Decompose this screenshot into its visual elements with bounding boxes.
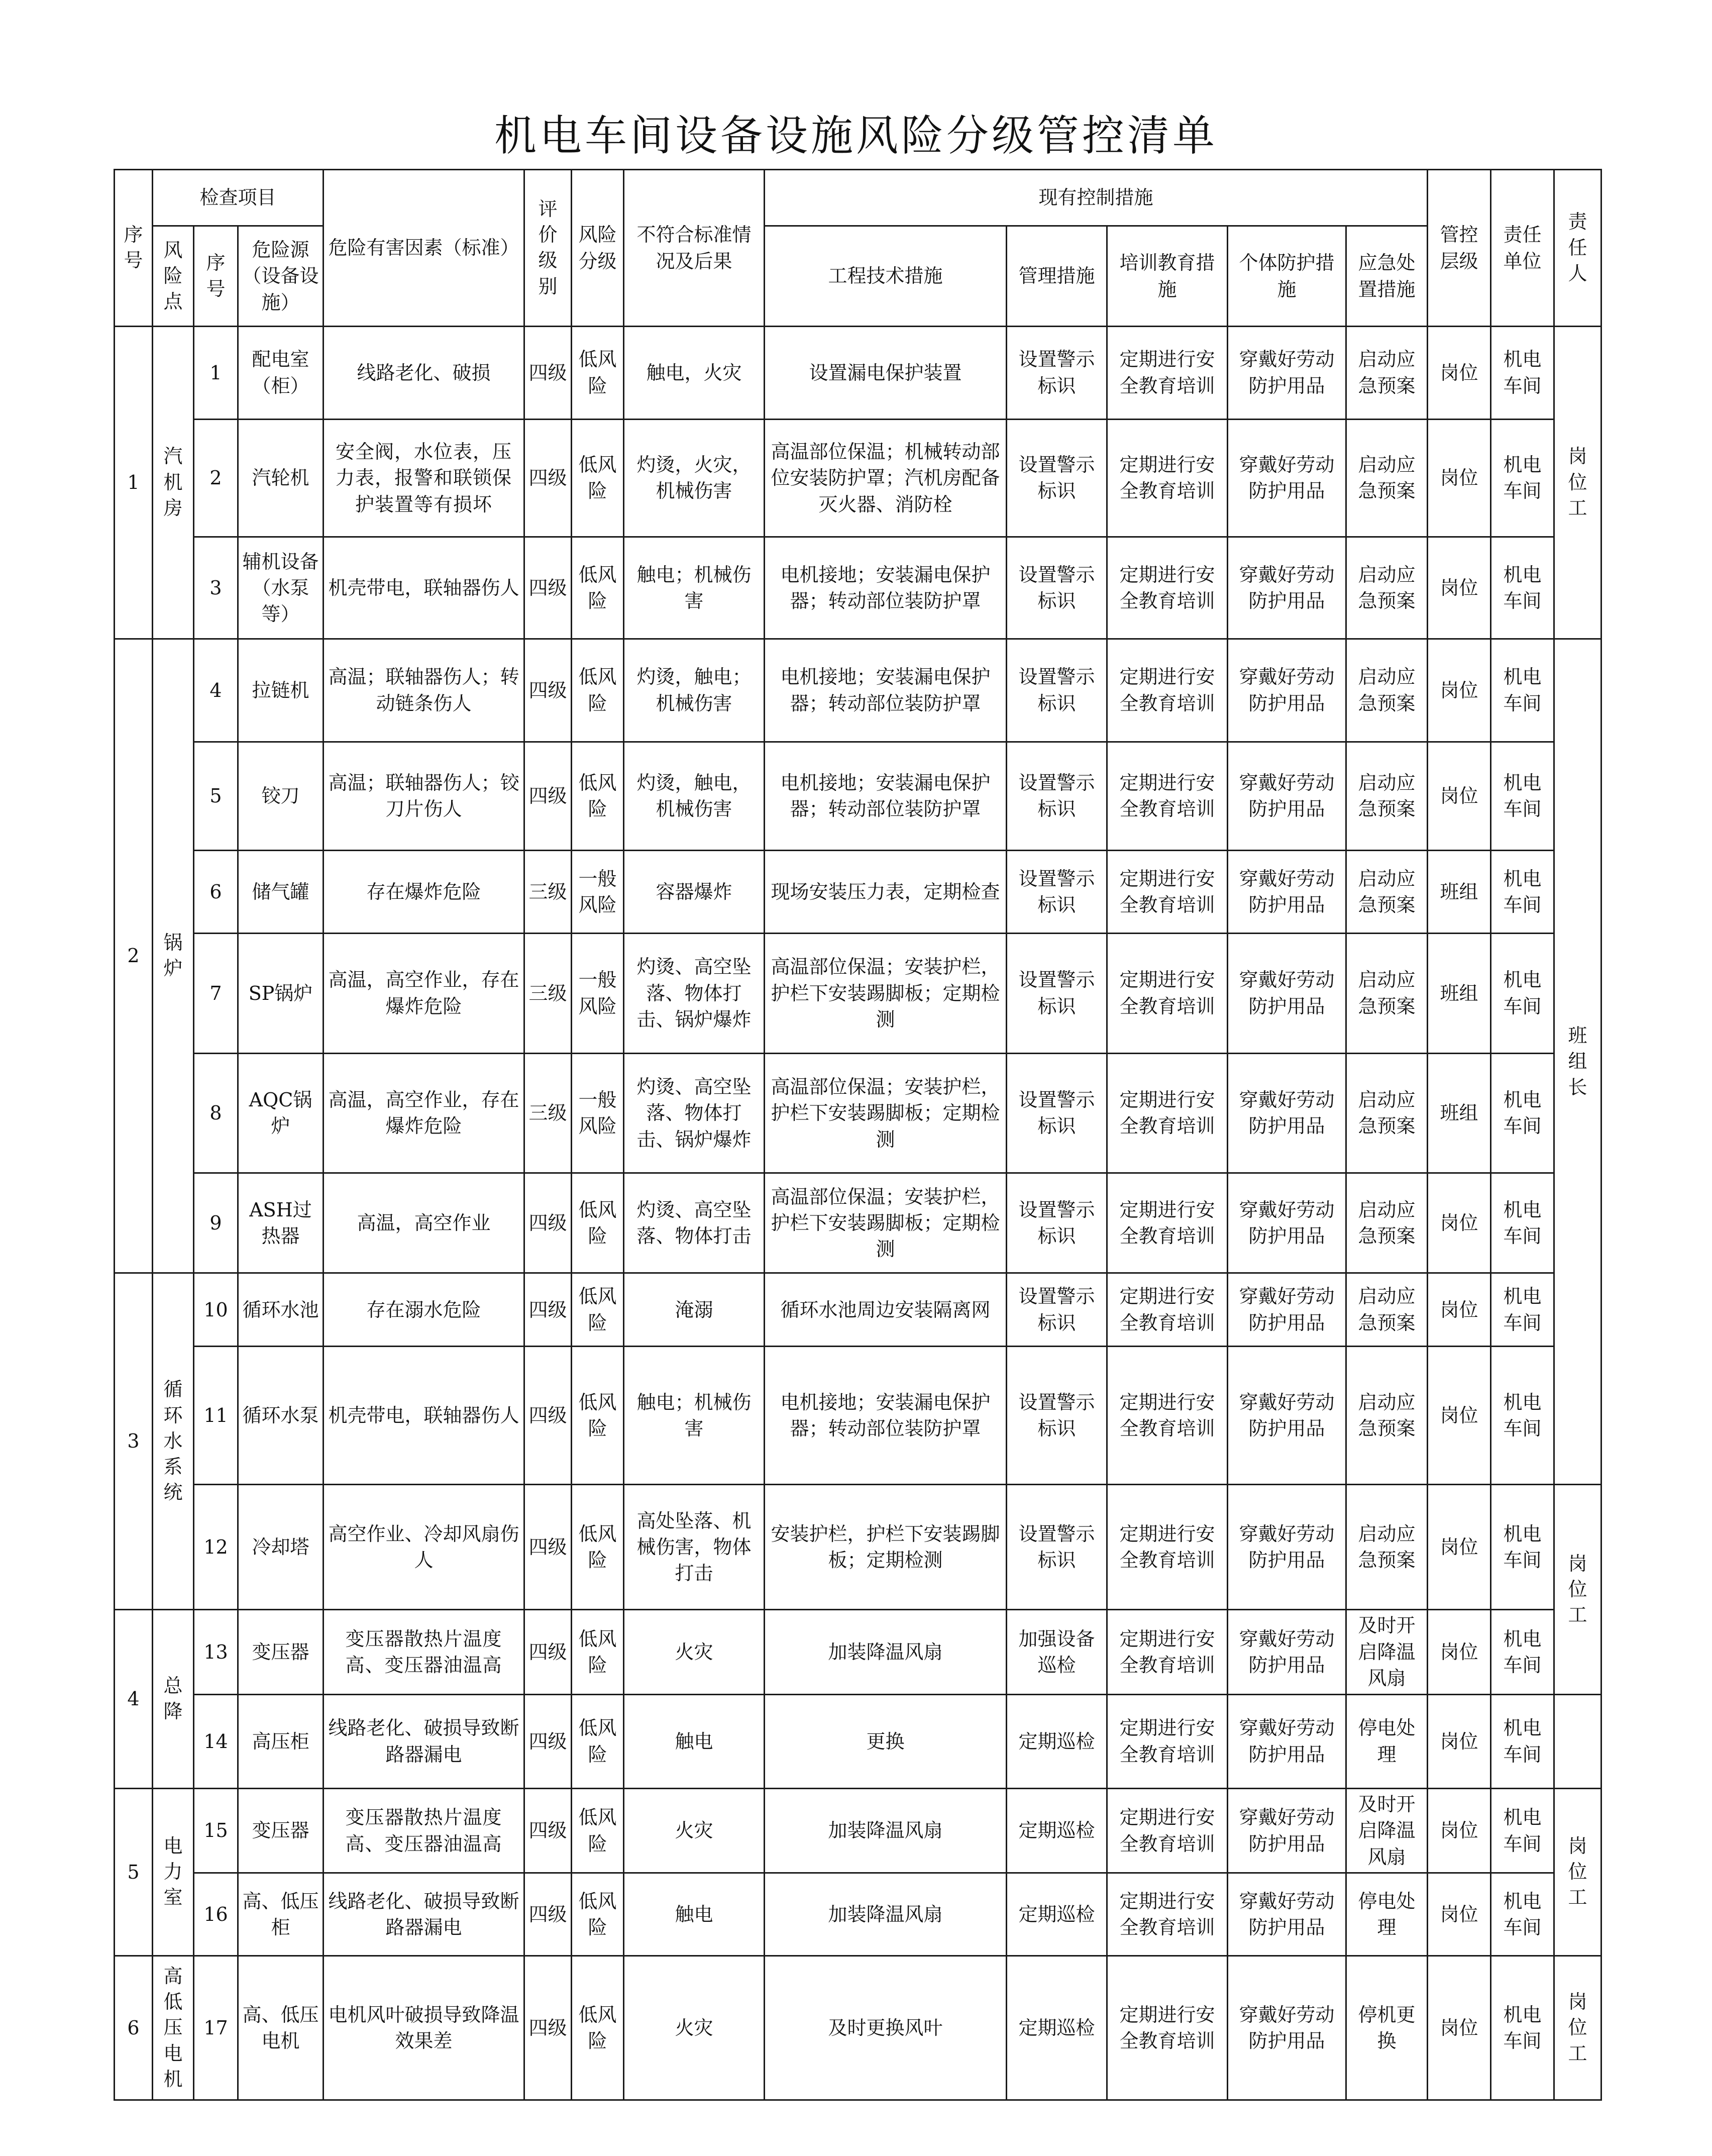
header-eval-level: 评价级别 xyxy=(524,170,572,327)
training-measure: 定期进行安全教育培训 xyxy=(1107,639,1228,742)
row-number: 13 xyxy=(194,1610,238,1695)
management-measure: 设置警示标识 xyxy=(1007,1347,1107,1485)
hazard-factor: 高温，高空作业，存在爆炸危险 xyxy=(324,933,524,1053)
ppe-measure: 穿戴好劳动防护用品 xyxy=(1228,1956,1346,2100)
group-risk-point xyxy=(153,639,194,1273)
group-seq: 4 xyxy=(115,1610,153,1788)
table-row xyxy=(115,639,1601,742)
risk-point-label: 汽机房 xyxy=(163,445,183,520)
control-level: 岗位 xyxy=(1428,639,1491,742)
hazard-factor: 存在溺水危险 xyxy=(324,1273,524,1347)
responsible-person-label: 岗位工 xyxy=(1568,1990,1587,2065)
control-level: 岗位 xyxy=(1428,537,1491,639)
risk-grade: 一般风险 xyxy=(572,851,624,934)
risk-grade: 低风险 xyxy=(572,1956,624,2100)
header-risk-point: 风险点 xyxy=(153,226,194,327)
management-measure: 设置警示标识 xyxy=(1007,933,1107,1053)
training-measure: 定期进行安全教育培训 xyxy=(1107,1485,1228,1610)
responsible-unit: 机电车间 xyxy=(1491,1610,1554,1695)
hazard-factor: 电机风叶破损导致降温效果差 xyxy=(324,1956,524,2100)
table-row xyxy=(115,933,1601,1053)
risk-grade: 低风险 xyxy=(572,1788,624,1873)
table-row xyxy=(115,1273,1601,1347)
table-body xyxy=(115,327,1601,2100)
row-number: 1 xyxy=(194,327,238,420)
hazard-factor: 机壳带电，联轴器伤人 xyxy=(324,537,524,639)
responsible-unit: 机电车间 xyxy=(1491,537,1554,639)
hazard-factor: 线路老化、破损导致断路器漏电 xyxy=(324,1694,524,1788)
emergency-measure: 及时开启降温风扇 xyxy=(1346,1788,1428,1873)
management-measure: 加强设备巡检 xyxy=(1007,1610,1107,1695)
row-number: 6 xyxy=(194,851,238,934)
table-row xyxy=(115,419,1601,537)
ppe-measure: 穿戴好劳动防护用品 xyxy=(1228,419,1346,537)
consequence: 触电 xyxy=(624,1694,765,1788)
responsible-unit: 机电车间 xyxy=(1491,1485,1554,1610)
responsible-person-label: 岗位工 xyxy=(1568,1834,1587,1909)
hazard-source: 汽轮机 xyxy=(238,419,324,537)
ppe-measure: 穿戴好劳动防护用品 xyxy=(1228,1173,1346,1273)
consequence: 灼烫、高空坠落、物体打击、锅炉爆炸 xyxy=(624,933,765,1053)
training-measure: 定期进行安全教育培训 xyxy=(1107,1788,1228,1873)
hazard-source: ASH过热器 xyxy=(238,1173,324,1273)
group-risk-point xyxy=(153,1273,194,1610)
header-risk-grade: 风险分级 xyxy=(572,170,624,327)
table-row xyxy=(115,1485,1601,1610)
row-number: 16 xyxy=(194,1873,238,1956)
responsible-unit: 机电车间 xyxy=(1491,1347,1554,1485)
hazard-source: 配电室（柜） xyxy=(238,327,324,420)
table-row xyxy=(115,537,1601,639)
hazard-source: 冷却塔 xyxy=(238,1485,324,1610)
engineering-measure: 电机接地；安装漏电保护器；转动部位装防护罩 xyxy=(765,639,1007,742)
responsible-unit: 机电车间 xyxy=(1491,1053,1554,1173)
engineering-measure: 加装降温风扇 xyxy=(765,1788,1007,1873)
responsible-person xyxy=(1554,1788,1601,1956)
table-row xyxy=(115,1873,1601,1956)
emergency-measure: 启动应急预案 xyxy=(1346,1485,1428,1610)
risk-grade: 低风险 xyxy=(572,639,624,742)
management-measure: 定期巡检 xyxy=(1007,1694,1107,1788)
ppe-measure: 穿戴好劳动防护用品 xyxy=(1228,933,1346,1053)
control-level: 岗位 xyxy=(1428,1273,1491,1347)
ppe-measure: 穿戴好劳动防护用品 xyxy=(1228,1273,1346,1347)
control-level: 岗位 xyxy=(1428,1173,1491,1273)
emergency-measure: 启动应急预案 xyxy=(1346,639,1428,742)
row-number: 17 xyxy=(194,1956,238,2100)
engineering-measure: 电机接地；安装漏电保护器；转动部位装防护罩 xyxy=(765,1347,1007,1485)
risk-point-label: 高低压电机 xyxy=(163,1965,183,2090)
ppe-measure: 穿戴好劳动防护用品 xyxy=(1228,1788,1346,1873)
consequence: 灼烫，触电，机械伤害 xyxy=(624,742,765,851)
header-row xyxy=(115,170,1601,226)
hazard-factor: 存在爆炸危险 xyxy=(324,851,524,934)
row-number: 7 xyxy=(194,933,238,1053)
emergency-measure: 启动应急预案 xyxy=(1346,327,1428,420)
group-seq: 5 xyxy=(115,1788,153,1956)
hazard-factor: 高温，高空作业 xyxy=(324,1173,524,1273)
responsible-person xyxy=(1554,1485,1601,1695)
hazard-source: 变压器 xyxy=(238,1610,324,1695)
risk-grade: 低风险 xyxy=(572,1610,624,1695)
control-level: 班组 xyxy=(1428,1053,1491,1173)
hazard-factor: 机壳带电，联轴器伤人 xyxy=(324,1347,524,1485)
ppe-measure: 穿戴好劳动防护用品 xyxy=(1228,1873,1346,1956)
training-measure: 定期进行安全教育培训 xyxy=(1107,1610,1228,1695)
header-current-controls: 现有控制措施 xyxy=(765,170,1428,226)
row-number: 14 xyxy=(194,1694,238,1788)
responsible-unit: 机电车间 xyxy=(1491,1694,1554,1788)
emergency-measure: 停电处理 xyxy=(1346,1694,1428,1788)
table-row xyxy=(115,327,1601,420)
management-measure: 定期巡检 xyxy=(1007,1873,1107,1956)
responsible-unit: 机电车间 xyxy=(1491,1873,1554,1956)
eval-level: 四级 xyxy=(524,1347,572,1485)
emergency-measure: 及时开启降温风扇 xyxy=(1346,1610,1428,1695)
header-hazard-factor: 危险有害因素（标准） xyxy=(324,170,524,327)
eval-level: 四级 xyxy=(524,1485,572,1610)
hazard-factor: 安全阀，水位表，压力表，报警和联锁保护装置等有损坏 xyxy=(324,419,524,537)
control-level: 岗位 xyxy=(1428,419,1491,537)
table-row xyxy=(115,1610,1601,1695)
control-level: 班组 xyxy=(1428,933,1491,1053)
control-level: 岗位 xyxy=(1428,327,1491,420)
eval-level: 三级 xyxy=(524,851,572,934)
row-number: 3 xyxy=(194,537,238,639)
consequence: 触电；机械伤害 xyxy=(624,1347,765,1485)
hazard-source: AQC锅炉 xyxy=(238,1053,324,1173)
emergency-measure: 启动应急预案 xyxy=(1346,933,1428,1053)
ppe-measure: 穿戴好劳动防护用品 xyxy=(1228,327,1346,420)
emergency-measure: 启动应急预案 xyxy=(1346,1173,1428,1273)
hazard-factor: 线路老化、破损 xyxy=(324,327,524,420)
eval-level: 四级 xyxy=(524,742,572,851)
training-measure: 定期进行安全教育培训 xyxy=(1107,1273,1228,1347)
consequence: 触电，火灾 xyxy=(624,327,765,420)
hazard-source: 高、低压电机 xyxy=(238,1956,324,2100)
hazard-factor: 高温；联轴器伤人；转动链条伤人 xyxy=(324,639,524,742)
header-sub-seq: 序号 xyxy=(194,226,238,327)
risk-grade: 一般风险 xyxy=(572,933,624,1053)
hazard-source: 储气罐 xyxy=(238,851,324,934)
responsible-person xyxy=(1554,327,1601,639)
consequence: 高处坠落、机械伤害，物体打击 xyxy=(624,1485,765,1610)
eval-level: 四级 xyxy=(524,1273,572,1347)
engineering-measure: 循环水池周边安装隔离网 xyxy=(765,1273,1007,1347)
responsible-unit: 机电车间 xyxy=(1491,851,1554,934)
risk-grade: 低风险 xyxy=(572,1273,624,1347)
ppe-measure: 穿戴好劳动防护用品 xyxy=(1228,742,1346,851)
group-seq: 3 xyxy=(115,1273,153,1610)
row-number: 5 xyxy=(194,742,238,851)
emergency-measure: 启动应急预案 xyxy=(1346,1053,1428,1173)
consequence: 容器爆炸 xyxy=(624,851,765,934)
risk-grade: 低风险 xyxy=(572,1694,624,1788)
management-measure: 定期巡检 xyxy=(1007,1788,1107,1873)
training-measure: 定期进行安全教育培训 xyxy=(1107,537,1228,639)
emergency-measure: 停电处理 xyxy=(1346,1873,1428,1956)
header-management: 管理措施 xyxy=(1007,226,1107,327)
emergency-measure: 启动应急预案 xyxy=(1346,419,1428,537)
header-hazard-source: 危险源（设备设施） xyxy=(238,226,324,327)
control-level: 班组 xyxy=(1428,851,1491,934)
ppe-measure: 穿戴好劳动防护用品 xyxy=(1228,1053,1346,1173)
row-number: 8 xyxy=(194,1053,238,1173)
group-seq: 6 xyxy=(115,1956,153,2100)
responsible-unit: 机电车间 xyxy=(1491,419,1554,537)
training-measure: 定期进行安全教育培训 xyxy=(1107,851,1228,934)
control-level: 岗位 xyxy=(1428,1873,1491,1956)
header-resp-unit: 责任单位 xyxy=(1491,170,1554,327)
responsible-person xyxy=(1554,639,1601,1484)
header-control-level: 管控层级 xyxy=(1428,170,1491,327)
hazard-factor: 变压器散热片温度高、变压器油温高 xyxy=(324,1610,524,1695)
eval-level: 四级 xyxy=(524,639,572,742)
consequence: 触电 xyxy=(624,1873,765,1956)
hazard-source: 变压器 xyxy=(238,1788,324,1873)
emergency-measure: 启动应急预案 xyxy=(1346,851,1428,934)
management-measure: 设置警示标识 xyxy=(1007,742,1107,851)
table-row xyxy=(115,742,1601,851)
page-title: 机电车间设备设施风险分级管控清单 xyxy=(494,111,1218,160)
table-row xyxy=(115,1694,1601,1788)
control-level: 岗位 xyxy=(1428,1610,1491,1695)
group-risk-point xyxy=(153,1788,194,1956)
table-row xyxy=(115,1053,1601,1173)
hazard-source: 拉链机 xyxy=(238,639,324,742)
control-level: 岗位 xyxy=(1428,1788,1491,1873)
eval-level: 三级 xyxy=(524,933,572,1053)
table-row xyxy=(115,851,1601,934)
risk-point-label: 循环水系统 xyxy=(163,1378,183,1504)
training-measure: 定期进行安全教育培训 xyxy=(1107,1173,1228,1273)
management-measure: 设置警示标识 xyxy=(1007,639,1107,742)
consequence: 灼烫、高空坠落、物体打击 xyxy=(624,1173,765,1273)
responsible-unit: 机电车间 xyxy=(1491,933,1554,1053)
table-row xyxy=(115,1347,1601,1485)
engineering-measure: 高温部位保温；机械转动部位安装防护罩；汽机房配备灭火器、消防栓 xyxy=(765,419,1007,537)
eval-level: 四级 xyxy=(524,1173,572,1273)
emergency-measure: 启动应急预案 xyxy=(1346,1273,1428,1347)
hazard-source: 高、低压柜 xyxy=(238,1873,324,1956)
engineering-measure: 高温部位保温；安装护栏，护栏下安装踢脚板；定期检测 xyxy=(765,933,1007,1053)
consequence: 触电；机械伤害 xyxy=(624,537,765,639)
group-seq: 1 xyxy=(115,327,153,639)
header-training: 培训教育措施 xyxy=(1107,226,1228,327)
eval-level: 四级 xyxy=(524,1610,572,1695)
header-seq: 序号 xyxy=(115,170,153,327)
risk-grade: 低风险 xyxy=(572,1873,624,1956)
management-measure: 设置警示标识 xyxy=(1007,1173,1107,1273)
engineering-measure: 电机接地；安装漏电保护器；转动部位装防护罩 xyxy=(765,742,1007,851)
row-number: 9 xyxy=(194,1173,238,1273)
eval-level: 四级 xyxy=(524,537,572,639)
risk-grade: 低风险 xyxy=(572,1485,624,1610)
risk-point-label: 电力室 xyxy=(163,1834,183,1909)
management-measure: 设置警示标识 xyxy=(1007,1053,1107,1173)
header-resp-person: 责任人 xyxy=(1554,170,1601,327)
training-measure: 定期进行安全教育培训 xyxy=(1107,419,1228,537)
management-measure: 设置警示标识 xyxy=(1007,327,1107,420)
emergency-measure: 停机更换 xyxy=(1346,1956,1428,2100)
consequence: 灼烫，触电；机械伤害 xyxy=(624,639,765,742)
eval-level: 四级 xyxy=(524,419,572,537)
table-row xyxy=(115,1956,1601,2100)
ppe-measure: 穿戴好劳动防护用品 xyxy=(1228,1610,1346,1695)
responsible-unit: 机电车间 xyxy=(1491,1788,1554,1873)
consequence: 火灾 xyxy=(624,1788,765,1873)
responsible-person-label: 岗位工 xyxy=(1568,1552,1587,1626)
group-risk-point xyxy=(153,327,194,639)
row-number: 15 xyxy=(194,1788,238,1873)
hazard-source: 铰刀 xyxy=(238,742,324,851)
ppe-measure: 穿戴好劳动防护用品 xyxy=(1228,1694,1346,1788)
consequence: 火灾 xyxy=(624,1956,765,2100)
responsible-unit: 机电车间 xyxy=(1491,1956,1554,2100)
management-measure: 定期巡检 xyxy=(1007,1956,1107,2100)
ppe-measure: 穿戴好劳动防护用品 xyxy=(1228,537,1346,639)
risk-grade: 低风险 xyxy=(572,327,624,420)
consequence: 淹溺 xyxy=(624,1273,765,1347)
group-risk-point xyxy=(153,1956,194,2100)
management-measure: 设置警示标识 xyxy=(1007,537,1107,639)
engineering-measure: 高温部位保温；安装护栏，护栏下安装踢脚板；定期检测 xyxy=(765,1053,1007,1173)
training-measure: 定期进行安全教育培训 xyxy=(1107,742,1228,851)
row-number: 11 xyxy=(194,1347,238,1485)
control-level: 岗位 xyxy=(1428,1347,1491,1485)
training-measure: 定期进行安全教育培训 xyxy=(1107,1347,1228,1485)
training-measure: 定期进行安全教育培训 xyxy=(1107,1053,1228,1173)
eval-level: 四级 xyxy=(524,1873,572,1956)
header-check-item: 检查项目 xyxy=(153,170,324,226)
risk-grade: 低风险 xyxy=(572,1347,624,1485)
training-measure: 定期进行安全教育培训 xyxy=(1107,1694,1228,1788)
training-measure: 定期进行安全教育培训 xyxy=(1107,1873,1228,1956)
engineering-measure: 加装降温风扇 xyxy=(765,1610,1007,1695)
ppe-measure: 穿戴好劳动防护用品 xyxy=(1228,1347,1346,1485)
responsible-unit: 机电车间 xyxy=(1491,327,1554,420)
responsible-unit: 机电车间 xyxy=(1491,639,1554,742)
eval-level: 三级 xyxy=(524,1053,572,1173)
hazard-source: 辅机设备（水泵等） xyxy=(238,537,324,639)
ppe-measure: 穿戴好劳动防护用品 xyxy=(1228,1485,1346,1610)
engineering-measure: 现场安装压力表，定期检查 xyxy=(765,851,1007,934)
responsible-person xyxy=(1554,1956,1601,2100)
engineering-measure: 更换 xyxy=(765,1694,1007,1788)
hazard-factor: 变压器散热片温度高、变压器油温高 xyxy=(324,1788,524,1873)
risk-grade: 低风险 xyxy=(572,419,624,537)
consequence: 灼烫，火灾，机械伤害 xyxy=(624,419,765,537)
group-risk-point xyxy=(153,1610,194,1788)
consequence: 火灾 xyxy=(624,1610,765,1695)
consequence: 灼烫、高空坠落、物体打击、锅炉爆炸 xyxy=(624,1053,765,1173)
engineering-measure: 及时更换风叶 xyxy=(765,1956,1007,2100)
eval-level: 四级 xyxy=(524,1694,572,1788)
responsible-person-label: 岗位工 xyxy=(1568,445,1587,520)
row-number: 10 xyxy=(194,1273,238,1347)
training-measure: 定期进行安全教育培训 xyxy=(1107,1956,1228,2100)
row-number: 2 xyxy=(194,419,238,537)
emergency-measure: 启动应急预案 xyxy=(1346,1347,1428,1485)
ppe-measure: 穿戴好劳动防护用品 xyxy=(1228,851,1346,934)
responsible-unit: 机电车间 xyxy=(1491,1173,1554,1273)
header-engineering: 工程技术措施 xyxy=(765,226,1007,327)
header-nonconformity: 不符合标准情况及后果 xyxy=(624,170,765,327)
ppe-measure: 穿戴好劳动防护用品 xyxy=(1228,639,1346,742)
hazard-source: 循环水泵 xyxy=(238,1347,324,1485)
control-level: 岗位 xyxy=(1428,1485,1491,1610)
table-row xyxy=(115,1173,1601,1273)
emergency-measure: 启动应急预案 xyxy=(1346,742,1428,851)
control-level: 岗位 xyxy=(1428,1694,1491,1788)
responsible-unit: 机电车间 xyxy=(1491,1273,1554,1347)
engineering-measure: 加装降温风扇 xyxy=(765,1873,1007,1956)
engineering-measure: 安装护栏，护栏下安装踢脚板；定期检测 xyxy=(765,1485,1007,1610)
table-row xyxy=(115,1788,1601,1873)
responsible-unit: 机电车间 xyxy=(1491,742,1554,851)
eval-level: 四级 xyxy=(524,1956,572,2100)
eval-level: 四级 xyxy=(524,327,572,420)
training-measure: 定期进行安全教育培训 xyxy=(1107,327,1228,420)
risk-point-label: 总降 xyxy=(163,1674,183,1723)
control-level: 岗位 xyxy=(1428,742,1491,851)
group-seq: 2 xyxy=(115,639,153,1273)
header-emergency: 应急处置措施 xyxy=(1346,226,1428,327)
management-measure: 设置警示标识 xyxy=(1007,1273,1107,1347)
risk-grade: 低风险 xyxy=(572,1173,624,1273)
hazard-factor: 线路老化、破损导致断路器漏电 xyxy=(324,1873,524,1956)
management-measure: 设置警示标识 xyxy=(1007,1485,1107,1610)
hazard-source: 高压柜 xyxy=(238,1694,324,1788)
risk-grade: 低风险 xyxy=(572,742,624,851)
risk-point-label: 锅炉 xyxy=(163,932,183,980)
row-number: 12 xyxy=(194,1485,238,1610)
hazard-factor: 高温；联轴器伤人；铰刀片伤人 xyxy=(324,742,524,851)
risk-control-table xyxy=(114,169,1602,2101)
eval-level: 四级 xyxy=(524,1788,572,1873)
engineering-measure: 设置漏电保护装置 xyxy=(765,327,1007,420)
engineering-measure: 高温部位保温；安装护栏，护栏下安装踢脚板；定期检测 xyxy=(765,1173,1007,1273)
risk-grade: 一般风险 xyxy=(572,1053,624,1173)
hazard-factor: 高空作业、冷却风扇伤人 xyxy=(324,1485,524,1610)
header-ppe: 个体防护措施 xyxy=(1228,226,1346,327)
hazard-factor: 高温，高空作业，存在爆炸危险 xyxy=(324,1053,524,1173)
emergency-measure: 启动应急预案 xyxy=(1346,537,1428,639)
hazard-source: 循环水池 xyxy=(238,1273,324,1347)
control-level: 岗位 xyxy=(1428,1956,1491,2100)
management-measure: 设置警示标识 xyxy=(1007,419,1107,537)
risk-grade: 低风险 xyxy=(572,537,624,639)
responsible-person-label: 班组长 xyxy=(1568,1024,1587,1098)
hazard-source: SP锅炉 xyxy=(238,933,324,1053)
engineering-measure: 电机接地；安装漏电保护器；转动部位装防护罩 xyxy=(765,537,1007,639)
management-measure: 设置警示标识 xyxy=(1007,851,1107,934)
training-measure: 定期进行安全教育培训 xyxy=(1107,933,1228,1053)
row-number: 4 xyxy=(194,639,238,742)
